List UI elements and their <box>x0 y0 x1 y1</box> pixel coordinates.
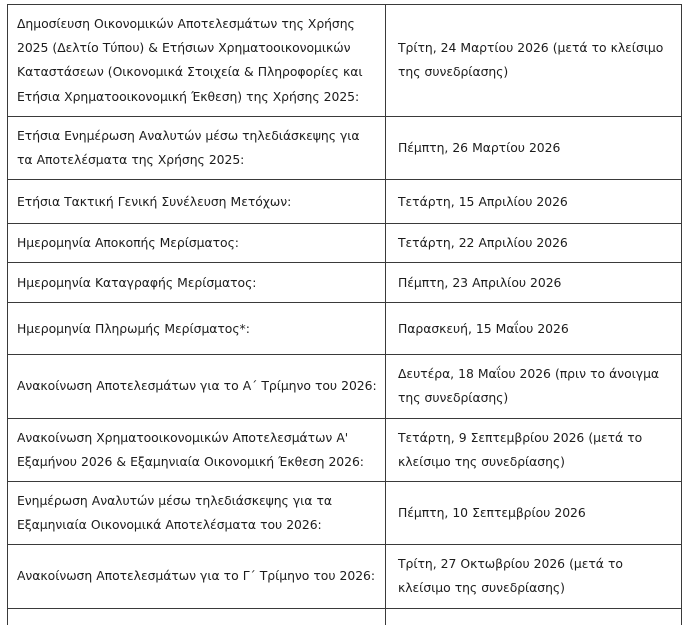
event-text: Ενημέρωση Αναλυτών μέσω τηλεδιάσκεψης για τα Εξαμηνιαία Οικονομικά Αποτελέσματα του 2026: <box>17 492 333 533</box>
date-cell <box>386 608 682 625</box>
table-row <box>8 224 682 263</box>
event-cell <box>8 481 386 544</box>
table-row-clipped <box>8 608 682 625</box>
date-text: Πέμπτη, 26 Μαρτίου 2026 <box>398 139 561 155</box>
date-text: Τετάρτη, 15 Απριλίου 2026 <box>398 193 568 209</box>
table-row <box>8 263 682 303</box>
event-text: Ετήσια Τακτική Γενική Συνέλευση Μετόχων: <box>17 193 292 209</box>
date-cell <box>386 481 682 544</box>
table-row <box>8 481 682 544</box>
event-text: Ετήσια Ενημέρωση Αναλυτών μέσω τηλεδιάσκεψης για τα Αποτελέσματα της Χρήσης 2025: <box>17 127 360 167</box>
date-cell <box>386 5 682 117</box>
date-text: Πέμπτη, 23 Απριλίου 2026 <box>398 274 562 290</box>
date-text: Δευτέρα, 18 Μαΐου 2026 (πριν το άνοιγμα της συνεδρίασης) <box>398 366 660 406</box>
date-text: Τετάρτη, 9 Σεπτεμβρίου 2026 (μετά το κλείσιμο της συνεδρίασης) <box>398 429 643 469</box>
date-text: Πέμπτη, 10 Σεπτεμβρίου 2026 <box>398 504 586 520</box>
event-cell <box>8 355 386 418</box>
date-cell <box>386 180 682 224</box>
date-text: Τετάρτη, 22 Απριλίου 2026 <box>398 235 568 251</box>
event-text: Ημερομηνία Αποκοπής Μερίσματος: <box>17 235 239 251</box>
event-text <box>8 616 385 618</box>
table-row <box>8 180 682 224</box>
event-text: Ημερομηνία Καταγραφής Μερίσματος: <box>17 274 257 290</box>
table-row <box>8 5 682 117</box>
event-cell <box>8 418 386 481</box>
table-row <box>8 303 682 355</box>
date-cell <box>386 303 682 355</box>
date-cell <box>386 116 682 179</box>
event-text: Ημερομηνία Πληρωμής Μερίσματος*: <box>17 320 250 336</box>
event-text: Ανακοίνωση Αποτελεσμάτων για το Α΄ Τρίμηνο του 2026: <box>17 378 377 394</box>
event-cell <box>8 303 386 355</box>
table-row <box>8 116 682 179</box>
event-cell <box>8 608 386 625</box>
date-cell <box>386 355 682 418</box>
table-row <box>8 355 682 418</box>
event-cell <box>8 545 386 608</box>
date-text: Τρίτη, 24 Μαρτίου 2026 (μετά το κλείσιμο της συνεδρίασης) <box>398 40 664 80</box>
financial-calendar-table <box>7 4 682 625</box>
date-cell <box>386 263 682 303</box>
event-cell <box>8 180 386 224</box>
date-cell <box>386 545 682 608</box>
event-text: Ανακοίνωση Αποτελεσμάτων για το Γ΄ Τρίμηνο του 2026: <box>17 568 375 584</box>
table-row <box>8 545 682 608</box>
date-text: Παρασκευή, 15 Μαΐου 2026 <box>398 320 569 336</box>
event-cell <box>8 116 386 179</box>
date-text: Τρίτη, 27 Οκτωβρίου 2026 (μετά το κλείσιμο της συνεδρίασης) <box>398 556 623 596</box>
event-cell <box>8 263 386 303</box>
date-cell <box>386 418 682 481</box>
date-cell <box>386 224 682 263</box>
event-text: Δημοσίευση Οικονομικών Αποτελεσμάτων της Χρήσης 2025 (Δελτίο Τύπου) & Ετήσιων Χρηματοοικονομικών Καταστάσεων (Οικονομικά Στοιχεία & Πληροφορίες και Ετήσια Χρηματοοικονομική Έκθεση) της Χρήσης 2025: <box>17 16 363 104</box>
date-text <box>386 616 681 618</box>
event-cell <box>8 5 386 117</box>
event-cell <box>8 224 386 263</box>
table-body <box>8 5 682 625</box>
table-row <box>8 418 682 481</box>
event-text: Ανακοίνωση Χρηματοοικονομικών Αποτελεσμάτων Α' Εξαμήνου 2026 & Εξαμηνιαία Οικονομική Έκθεση 2026: <box>17 429 364 469</box>
